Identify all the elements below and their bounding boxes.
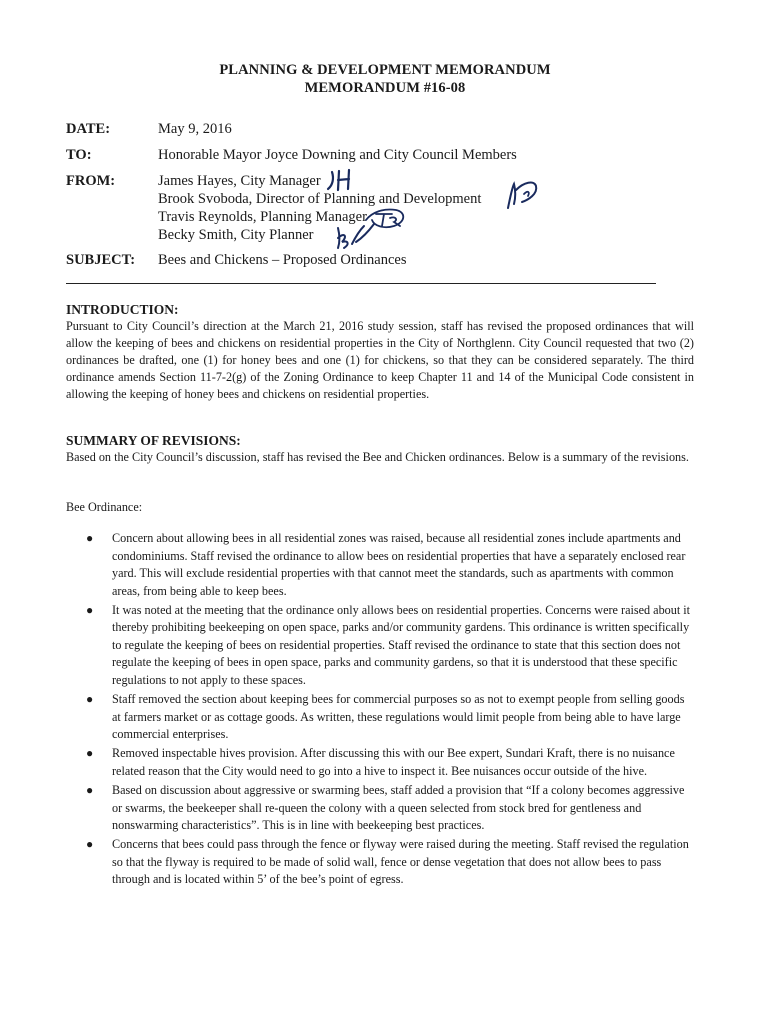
header-divider xyxy=(66,283,656,284)
introduction-heading: INTRODUCTION: xyxy=(66,302,179,317)
bullet-icon: ● xyxy=(86,837,94,852)
subject-value: Bees and Chickens – Proposed Ordinances xyxy=(158,252,407,268)
from-line-planning-manager: Travis Reynolds, Planning Manager xyxy=(158,209,367,225)
bee-ordinance-label: Bee Ordinance: xyxy=(66,500,143,514)
list-item xyxy=(66,530,694,600)
list-item xyxy=(66,691,694,744)
bullet-icon: ● xyxy=(86,783,94,798)
bullet-icon: ● xyxy=(86,746,94,761)
list-item xyxy=(66,782,694,835)
list-item-text: Staff removed the section about keeping bees for commercial purposes so as not to exempt people from selling goods at farmers market or as cottage goods. As written, these regulations would limit people from being able to have large commercial enterprises. xyxy=(112,692,685,742)
summary-heading: SUMMARY OF REVISIONS: xyxy=(66,433,241,448)
bullet-icon: ● xyxy=(86,692,94,707)
summary-text: Based on the City Council’s discussion, staff has revised the Bee and Chicken ordinances. Below is a summary of the revisions. xyxy=(66,450,689,464)
to-value: Honorable Mayor Joyce Downing and City Council Members xyxy=(158,147,517,163)
bullet-icon: ● xyxy=(86,602,94,617)
revision-bullet-list xyxy=(66,530,694,891)
date-value: May 9, 2016 xyxy=(158,121,232,137)
list-item xyxy=(66,602,694,690)
from-label: FROM: xyxy=(66,173,116,189)
initials-bs2-signature xyxy=(334,222,378,252)
list-item-text: Concern about allowing bees in all residential zones was raised, because all residential zones include apartments and condominiums. Staff revised the ordinance to allow bees on residential properties that have a separately enclosed rear yard. This will exclude residential properties with that cannot meet the standards, such as apartments with common areas, from being able to keep bees. xyxy=(112,531,686,598)
initials-jh-signature xyxy=(326,170,356,194)
date-label: DATE: xyxy=(66,121,111,137)
introduction-text: Pursuant to City Council’s direction at the March 21, 2016 study session, staff has revised the proposed ordinances that will allow the keeping of bees and chickens on residential properties in the City of Northglenn. City Council requested that two (2) ordinances be drafted, one (1) for honey bees and one (1) for chickens, so that they can be considered separately. The third ordinance amends Section 11-7-2(g) of the Zoning Ordinance to keep Chapter 11 and 14 of the Municipal Code consistent in allowing the keeping of honey bees and chickens on residential properties. xyxy=(66,319,694,401)
subject-label: SUBJECT: xyxy=(66,252,136,268)
initials-bs-signature xyxy=(500,178,542,214)
from-line-city-manager: James Hayes, City Manager xyxy=(158,173,321,189)
list-item-text: Concerns that bees could pass through the fence or flyway were raised during the meeting. Staff revised the regulation so that the flyway is required to be made of solid wall, fence or dense vegetation that does not allow bees to pass through and is located within 5’ of the bee’s point of egress. xyxy=(112,837,689,887)
list-item xyxy=(66,836,694,889)
to-label: TO: xyxy=(66,147,92,163)
from-line-director: Brook Svoboda, Director of Planning and Development xyxy=(158,191,482,207)
bullet-icon: ● xyxy=(86,531,94,545)
from-line-city-planner: Becky Smith, City Planner xyxy=(158,227,314,243)
list-item-text: Based on discussion about aggressive or swarming bees, staff added a provision that “If a colony becomes aggressive or swarms, the beekeeper shall re-queen the colony with a queen selected from stock bred for gentleness and nonswarming characteristics”. This is in line with beekeeping best practices. xyxy=(112,783,685,833)
list-item-text: Removed inspectable hives provision. After discussing this with our Bee expert, Sundari Kraft, there is no nuisance related reason that the City would need to go into a hive to inspect it. Bee nuisances occur outside of the hive. xyxy=(112,746,675,778)
list-item xyxy=(66,745,694,780)
memo-title: PLANNING & DEVELOPMENT MEMORANDUM xyxy=(219,62,551,78)
memo-number: MEMORANDUM #16-08 xyxy=(304,80,466,96)
list-item-text: It was noted at the meeting that the ordinance only allows bees on residential properties. Concerns were raised about it thereby prohibiting beekeeping on open space, parks and/or community gardens. This ordinance is written specifically to regulate the keeping of bees on residential properties. Staff revised the ordinance to state that this section does not regulate the keeping of bees in open space, parks and community gardens, so that it is understood that these specific regulations to not apply to these spaces. xyxy=(112,602,691,687)
